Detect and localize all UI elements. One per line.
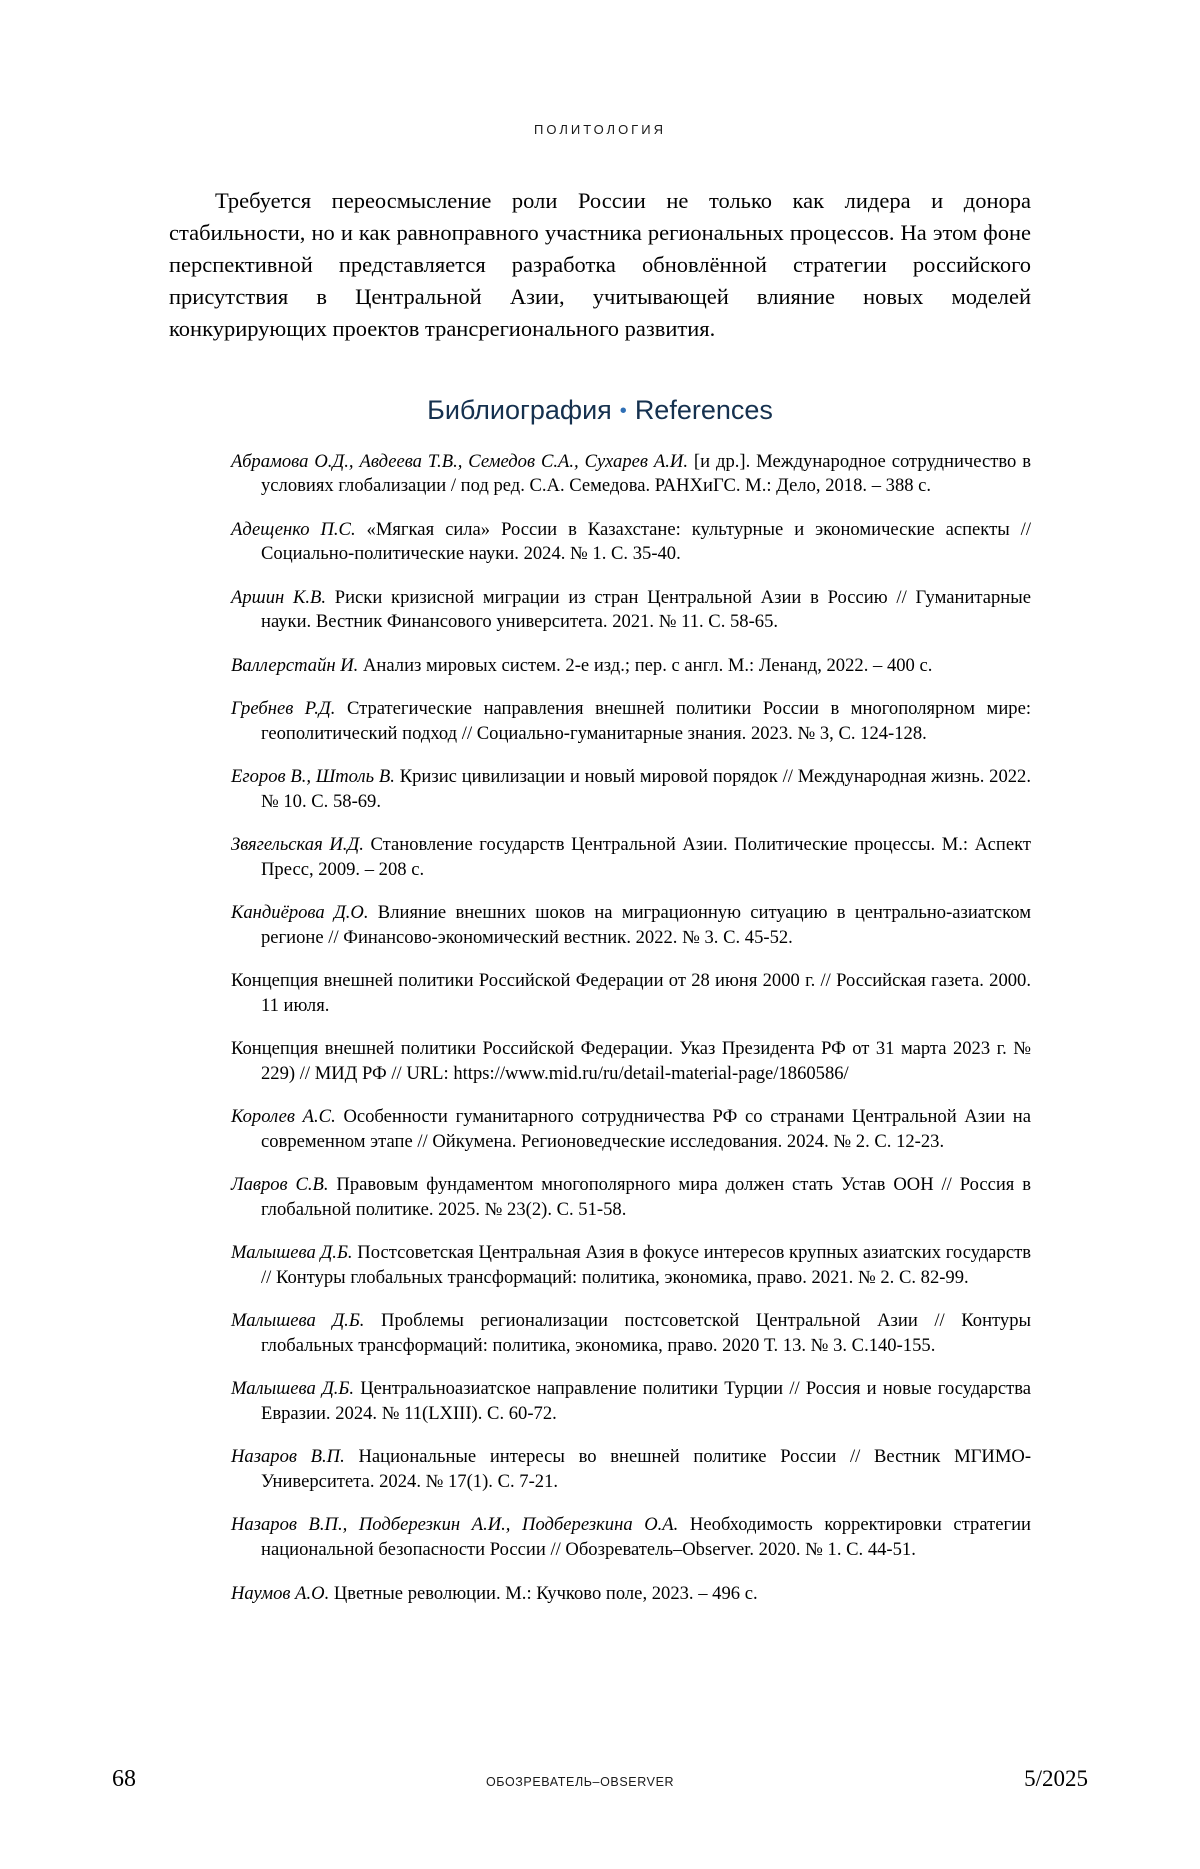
reference-entry bbox=[231, 1037, 1031, 1086]
reference-authors: Адещенко П.С. bbox=[231, 518, 356, 540]
reference-entry bbox=[231, 1377, 1031, 1426]
bibliography-heading bbox=[169, 395, 1031, 426]
reference-authors: Наумов А.О. bbox=[231, 1582, 330, 1604]
reference-entry bbox=[231, 969, 1031, 1018]
reference-entry bbox=[231, 901, 1031, 950]
reference-entry bbox=[231, 1105, 1031, 1154]
reference-text: Цветные революции. М.: Кучково поле, 2023. – 496 с. bbox=[329, 1582, 758, 1604]
reference-text: Правовым фундаментом многополярного мира должен стать Устав ООН // Россия в глобальной политике. 2025. № 23(2). С. 51-58. bbox=[261, 1174, 1031, 1221]
reference-authors: Назаров В.П., Подберезкин А.И., Подберезкина О.А. bbox=[231, 1514, 679, 1536]
reference-text: Центральноазиатское направление политики Турции // Россия и новые государства Евразии. 2024. № 11(LXIII). С. 60-72. bbox=[261, 1378, 1032, 1425]
reference-text: Становление государств Центральной Азии. Политические процессы. М.: Аспект Пресс, 2009. – 208 с. bbox=[261, 834, 1031, 880]
bibliography-heading-ru: Библиография bbox=[427, 394, 612, 425]
reference-authors: Лавров С.В. bbox=[231, 1174, 329, 1196]
reference-text: Проблемы регионализации постсоветской Центральной Азии // Контуры глобальных трансформаций: политика, экономика, право. 2020 Т. 13. № 3. С.140-155. bbox=[261, 1310, 1031, 1357]
reference-text: Постсоветская Центральная Азия в фокусе интересов крупных азиатских государств // Контуры глобальных трансформаций: политика, экономика, право. 2021. № 2. С. 82-99. bbox=[261, 1242, 1031, 1289]
running-head: ПОЛИТОЛОГИЯ bbox=[534, 122, 666, 137]
reference-text: [и др.]. Международное сотрудничество в условиях глобализации / под ред. С.А. Семедова. РАНХиГС. М.: Дело, 2018. – 388 с. bbox=[261, 450, 1032, 497]
reference-text: Необходимость корректировки стратегии национальной безопасности России // Обозреватель–Observer. 2020. № 1. С. 44-51. bbox=[261, 1514, 1031, 1561]
reference-entry bbox=[231, 1445, 1031, 1494]
reference-authors: Назаров В.П. bbox=[231, 1446, 345, 1468]
reference-text: Концепция внешней политики Российской Федерации от 28 июня 2000 г. // Российская газета. 2000. 11 июля. bbox=[231, 970, 1031, 1016]
reference-entry bbox=[231, 1309, 1031, 1358]
reference-entry bbox=[231, 765, 1031, 814]
reference-text: Стратегические направления внешней политики России в многополярном мире: геополитический подход // Социально-гуманитарные знания. 2023. № 3, С. 124-128. bbox=[261, 698, 1031, 744]
reference-entry bbox=[231, 518, 1031, 567]
reference-authors: Гребнев Р.Д. bbox=[231, 698, 336, 720]
bibliography-heading-en: References bbox=[634, 394, 773, 425]
reference-entry bbox=[231, 833, 1031, 882]
reference-authors: Малышева Д.Б. bbox=[231, 1378, 355, 1400]
reference-authors: Абрамова О.Д., Авдеева Т.В., Семедов С.А., Сухарев А.И. bbox=[231, 450, 688, 472]
reference-entry bbox=[231, 1173, 1031, 1222]
intro-paragraph: Требуется переосмысление роли России не только как лидера и донора стабильности, но и как равноправного участника региональных процессов. На этом фоне перспективной представляется разработка обновлённой стратегии российского присутствия в Центральной Азии, учитывающей влияние новых моделей конкурирующих проектов трансрегионального развития. bbox=[169, 188, 1031, 341]
page-footer bbox=[0, 1766, 1200, 1793]
footer-issue: 5/2025 bbox=[1024, 1766, 1088, 1791]
reference-text: Особенности гуманитарного сотрудничества РФ со странами Центральной Азии на современном этапе // Ойкумена. Регионоведческие исследования. 2024. № 2. С. 12-23. bbox=[261, 1106, 1031, 1152]
reference-text: Кризис цивилизации и новый мировой порядок // Международная жизнь. 2022. № 10. С. 58-69. bbox=[261, 766, 1031, 812]
bullet-separator-icon: • bbox=[619, 400, 627, 423]
reference-authors: Звягельская И.Д. bbox=[231, 834, 364, 856]
reference-entry bbox=[231, 450, 1031, 499]
references-list bbox=[231, 450, 1031, 1607]
reference-text: Риски кризисной миграции из стран Центральной Азии в Россию // Гуманитарные науки. Вестник Финансового университета. 2021. № 11. С. 58-65. bbox=[261, 586, 1031, 633]
reference-entry bbox=[231, 697, 1031, 746]
reference-entry bbox=[231, 1241, 1031, 1290]
reference-entry bbox=[231, 654, 1031, 679]
reference-authors: Малышева Д.Б. bbox=[231, 1310, 365, 1332]
reference-text: Концепция внешней политики Российской Федерации. Указ Президента РФ от 31 марта 2023 г. № 229) // МИД РФ // URL: https://www.mid.ru/ru/detail-material-page/1860586/ bbox=[231, 1038, 1031, 1084]
reference-entry bbox=[231, 1582, 1031, 1607]
reference-text: Влияние внешних шоков на миграционную ситуацию в центрально-азиатском регионе // Финансово-экономический вестник. 2022. № 3. С. 45-52. bbox=[261, 902, 1031, 948]
footer-page-number: 68 bbox=[112, 1766, 136, 1792]
document-page bbox=[0, 122, 1200, 1869]
reference-entry bbox=[231, 586, 1031, 635]
reference-authors: Егоров В., Штоль В. bbox=[231, 766, 395, 788]
reference-text: «Мягкая сила» России в Казахстане: культурные и экономические аспекты // Социально-политические науки. 2024. № 1. С. 35-40. bbox=[261, 518, 1031, 565]
reference-entry bbox=[231, 1513, 1031, 1562]
footer-journal-name: ОБОЗРЕВАТЕЛЬ–OBSERVER bbox=[485, 1775, 675, 1789]
reference-authors: Валлерстайн И. bbox=[231, 654, 359, 676]
reference-authors: Королев А.С. bbox=[231, 1106, 336, 1128]
reference-text: Национальные интересы во внешней политике России // Вестник МГИМО-Университета. 2024. № 17(1). С. 7-21. bbox=[261, 1446, 1032, 1493]
reference-authors: Малышева Д.Б. bbox=[231, 1242, 353, 1264]
reference-authors: Аршин К.В. bbox=[231, 586, 326, 608]
reference-authors: Кандиёрова Д.О. bbox=[231, 902, 369, 924]
page-content bbox=[169, 185, 1031, 1606]
reference-text: Анализ мировых систем. 2-е изд.; пер. с англ. М.: Ленанд, 2022. – 400 с. bbox=[358, 654, 933, 676]
